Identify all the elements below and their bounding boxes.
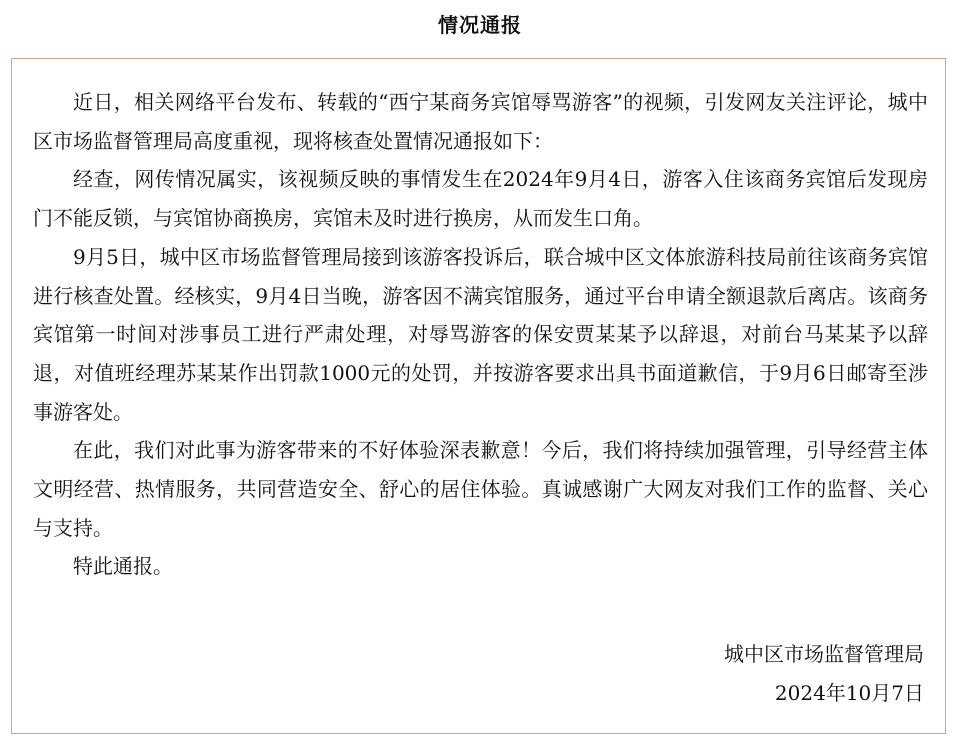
paragraph-apology: 在此，我们对此事为游客带来的不好体验深表歉意！今后，我们将持续加强管理，引导经营主体文明经营、热情服务，共同营造安全、舒心的居住体验。真诚感谢广大网友对我们工作的监督、关心与支持。 — [33, 438, 928, 540]
document-title: 情况通报 — [438, 13, 522, 37]
signature-date: 2024年10月7日 — [774, 681, 924, 705]
paragraph-intro: 近日，相关网络平台发布、转载的“西宁某商务宾馆辱骂游客”的视频，引发网友关注评论，城中区市场监督管理局高度重视，现将核查处置情况通报如下： — [33, 90, 928, 153]
paragraph-closing: 特此通报。 — [73, 554, 173, 579]
notice-body — [33, 83, 928, 586]
signature-organization: 城中区市场监督管理局 — [724, 642, 924, 666]
paragraph-handling: 9月5日，城中区市场监督管理局接到该游客投诉后，联合城中区文体旅游科技局前往该商务宾馆进行核查处置。经核实，9月4日当晚，游客因不满宾馆服务，通过平台申请全额退款后离店。该商务宾馆第一时间对涉事员工进行严肃处理，对辱骂游客的保安贾某某予以辞退，对前台马某某予以辞退，对值班经理苏某某作出罚款1000元的处罚，并按游客要求出具书面道歉信，于9月6日邮寄至涉事游客处。 — [33, 244, 928, 424]
paragraph-findings: 经查，网传情况属实，该视频反映的事情发生在2024年9月4日，游客入住该商务宾馆后发现房门不能反锁，与宾馆协商换房，宾馆未及时进行换房，从而发生口角。 — [33, 167, 928, 231]
